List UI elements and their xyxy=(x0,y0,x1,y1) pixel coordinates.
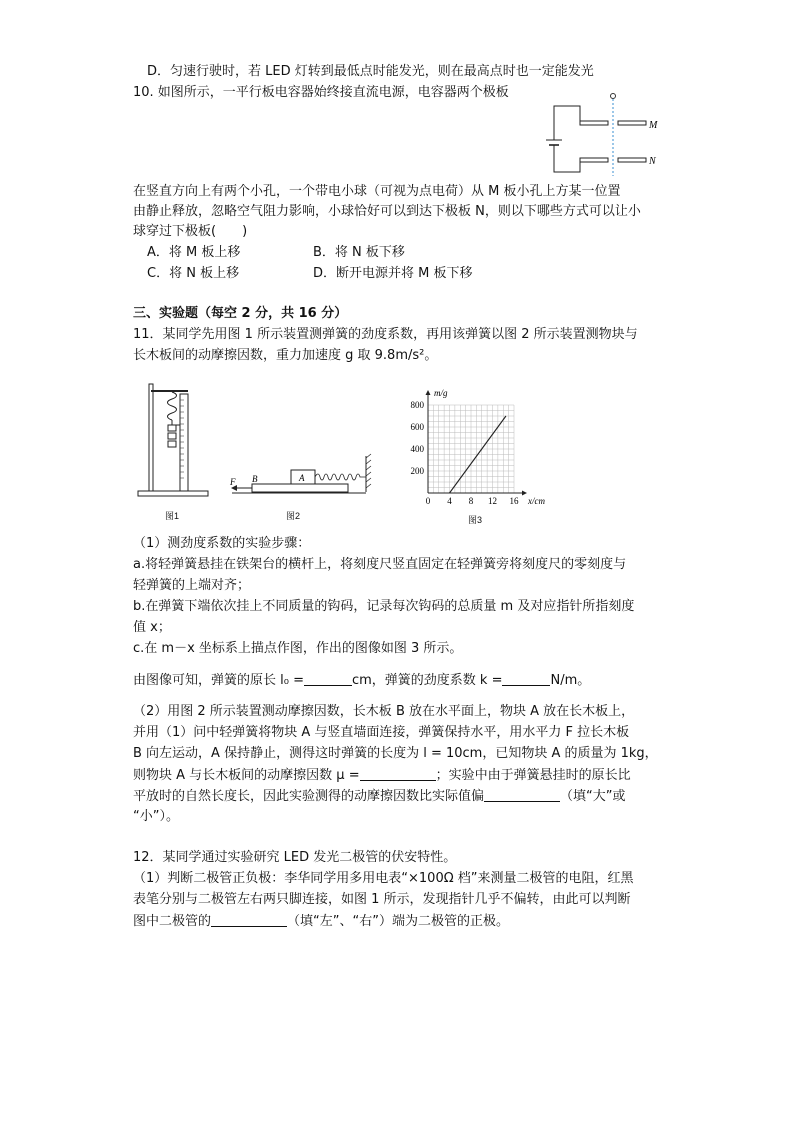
fig3-caption: 图3 xyxy=(468,515,483,525)
q12-line1: 12．某同学通过实验研究 LED 发光二极管的伏安特性。 xyxy=(133,850,457,865)
q11-step-a1: a.将轻弹簧悬挂在铁架台的横杆上，将刻度尺竖直固定在轻弹簧旁将刻度尺的零刻度与 xyxy=(133,557,627,572)
chart-y-arrow xyxy=(426,390,431,395)
q10-option-c: C．将 N 板上移 xyxy=(147,266,240,281)
q11-p2-line5 xyxy=(133,787,626,806)
plate-n-label: N xyxy=(649,156,656,167)
q12-line4 xyxy=(133,912,509,931)
result-text-pre: 由图像可知，弹簧的原长 l₀ = xyxy=(133,673,304,688)
q11-p2-line2: 并用（1）问中轻弹簧将物块 A 与竖直墙面连接，弹簧保持水平，用水平力 F 拉长木板 xyxy=(133,725,630,740)
p2-line4-post: ；实验中由于弹簧悬挂时的原长比 xyxy=(435,768,631,783)
q11-step-b2: 值 x； xyxy=(133,620,171,635)
q11-step-b1: b.在弹簧下端依次挂上不同质量的钩码，记录每次钩码的总质量 m 及对应指针所指刻度 xyxy=(133,599,635,614)
result-text-mid: cm，弹簧的劲度系数 k = xyxy=(351,673,503,688)
q11-p2-line6: “小”）。 xyxy=(133,809,179,824)
fig2-label-a: A xyxy=(299,473,305,483)
answer-blank-diode[interactable] xyxy=(211,912,287,927)
p2-line4-pre: 则物块 A 与长木板间的动摩擦因数 μ = xyxy=(133,768,360,783)
chart-y-tick-label: 600 xyxy=(410,422,424,432)
answer-blank-mu[interactable] xyxy=(360,766,436,781)
fig2-label-b: B xyxy=(252,474,258,484)
chart-x-tick-label: 0 xyxy=(425,496,431,506)
chart-x-tick-label: 4 xyxy=(447,496,452,506)
q11-step-title: （1）测劲度系数的实验步骤： xyxy=(133,536,311,551)
q10-option-d: D．断开电源并将 M 板下移 xyxy=(313,266,473,281)
fig2-caption: 图2 xyxy=(286,511,301,521)
q10-line4: 球穿过下极板( ) xyxy=(133,224,248,239)
q10-option-a: A．将 M 板上移 xyxy=(147,245,241,260)
q10-intro: 10. 如图所示，一平行板电容器始终接直流电源，电容器两个极板 xyxy=(133,85,509,100)
plate-m-label: M xyxy=(649,120,658,131)
figure-1-iron-stand xyxy=(136,378,212,500)
figure-2-friction-setup xyxy=(228,452,374,500)
q11-line2: 长木板间的动摩擦因数，重力加速度 g 取 9.8m/s²。 xyxy=(133,348,438,363)
fig1-caption: 图1 xyxy=(165,511,180,521)
q12-line4-post: （填“左”、“右”）端为二极管的正极。 xyxy=(287,914,509,929)
q12-line2: （1）判断二极管正负极：李华同学用多用电表“×100Ω 档”来测量二极管的电阻，红黑 xyxy=(133,871,634,886)
q10-line2: 在竖直方向上有两个小孔，一个带电小球（可视为点电荷）从 M 板小孔上方某一位置 xyxy=(133,184,621,199)
chart-x-tick-label: 12 xyxy=(488,496,497,506)
figure-3-chart xyxy=(398,383,558,511)
chart-y-axis-label: m/g xyxy=(434,388,448,398)
q12-line4-pre: 图中二极管的 xyxy=(133,914,212,929)
q11-p2-line3: B 向左运动，A 保持静止，测得这时弹簧的长度为 l = 10cm，已知物块 A 的质量为 1kg， xyxy=(133,746,658,761)
answer-blank-bias[interactable] xyxy=(484,787,560,802)
q11-line1: 11．某同学先用图 1 所示装置测弹簧的劲度系数，再用该弹簧以图 2 所示装置测物块与 xyxy=(133,327,638,342)
q11-step-a2: 轻弹簧的上端对齐； xyxy=(133,578,251,593)
chart-x-axis-label: x/cm xyxy=(528,496,545,506)
section-heading: 三、实验题（每空 2 分，共 16 分） xyxy=(133,306,348,321)
chart-y-tick-label: 200 xyxy=(410,466,424,476)
result-text-post: N/m。 xyxy=(550,673,591,688)
q11-p2-line1: （2）用图 2 所示装置测动摩擦因数，长木板 B 放在水平面上，物块 A 放在长木板上， xyxy=(133,704,635,719)
q10-line3: 由静止释放，忽略空气阻力影响，小球恰好可以到达下极板 N，则以下哪些方式可以让小 xyxy=(133,204,641,219)
answer-blank-k[interactable] xyxy=(502,671,550,686)
q11-p2-line4 xyxy=(133,766,631,785)
chart-y-tick-label: 800 xyxy=(410,400,424,410)
q11-step-c: c.在 m－x 坐标系上描点作图，作出的图像如图 3 所示。 xyxy=(133,641,463,656)
p2-line5-post: （填“大”或 xyxy=(560,789,626,804)
q11-result-line xyxy=(133,671,590,690)
p2-line5-pre: 平放时的自然长度长，因此实验测得的动摩擦因数比实际值偏 xyxy=(133,789,485,804)
capacitor-diagram xyxy=(540,88,670,180)
chart-y-tick-label: 400 xyxy=(410,444,424,454)
fig2-label-f: F xyxy=(230,477,236,487)
answer-blank-l0[interactable] xyxy=(304,671,352,686)
chart-x-arrow xyxy=(522,491,527,496)
q9-option-d: D．匀速行驶时，若 LED 灯转到最低点时能发光，则在最高点时也一定能发光 xyxy=(147,64,594,79)
chart-x-tick-label: 8 xyxy=(468,496,474,506)
q12-line3: 表笔分别与二极管左右两只脚连接，如图 1 所示，发现指针几乎不偏转，由此可以判断 xyxy=(133,892,631,907)
chart-x-tick-label: 16 xyxy=(509,496,519,506)
q10-option-b: B．将 N 板下移 xyxy=(313,245,405,260)
